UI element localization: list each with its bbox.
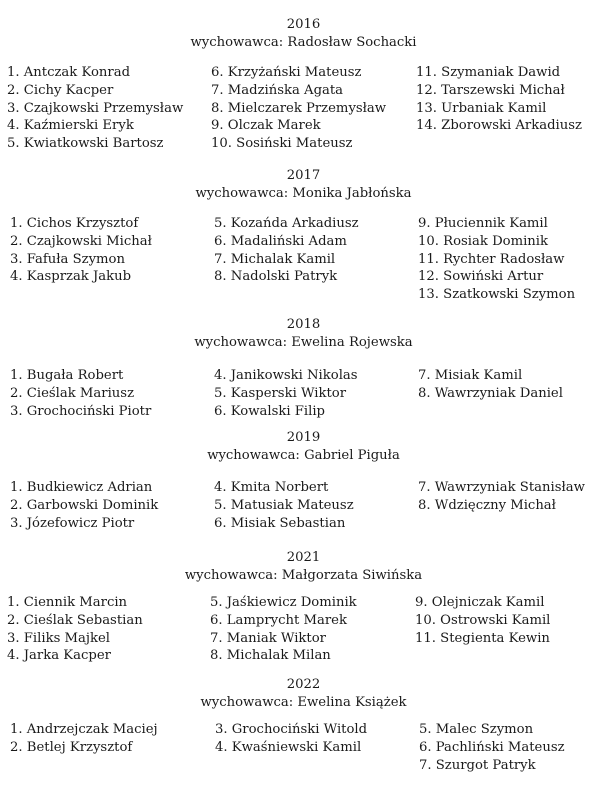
student-list-item: 5. Jaśkiewicz Dominik	[210, 595, 357, 610]
student-column-3	[418, 215, 575, 304]
student-list-item: 5. Kozańda Arkadiusz	[214, 216, 359, 231]
student-list-item: 1. Bugała Robert	[10, 368, 124, 383]
section-year-heading: 2019	[286, 430, 321, 445]
section-year-heading: 2022	[286, 677, 321, 692]
student-list-item: 13. Urbaniak Kamil	[416, 100, 547, 116]
student-list-item: 4. Jarka Kacper	[7, 648, 111, 664]
student-list-item: 11. Stegienta Kewin	[415, 630, 550, 646]
student-list-item: 2. Czajkowski Michał	[10, 233, 152, 249]
student-column-3	[419, 721, 565, 774]
student-column-3	[418, 367, 563, 403]
student-list-item: 3. Grochociński Witold	[215, 722, 368, 737]
section-teacher-line: wychowawca: Ewelina Książek	[200, 695, 407, 710]
student-list-item: 2. Cieślak Mariusz	[10, 385, 135, 401]
student-list-item: 5. Malec Szymon	[419, 722, 534, 737]
student-list-item: 3. Czajkowski Przemysław	[7, 100, 184, 116]
section-teacher-line: wychowawca: Małgorzata Siwińska	[184, 568, 423, 583]
student-list-item: 2. Cichy Kacper	[7, 82, 114, 98]
student-column-1	[7, 64, 183, 153]
section-year-heading: 2018	[286, 317, 321, 332]
student-list-item: 9. Olczak Marek	[211, 118, 321, 134]
student-list-item: 8. Wawrzyniak Daniel	[418, 385, 563, 401]
student-list-item: 5. Matusiak Mateusz	[214, 497, 354, 513]
student-list-item: 5. Kasperski Wiktor	[214, 385, 347, 401]
student-list-item: 13. Szatkowski Szymon	[418, 287, 576, 303]
section-year-heading: 2016	[286, 17, 321, 32]
section-teacher-line: wychowawca: Radosław Sochacki	[190, 35, 417, 50]
student-list-item: 7. Madzińska Agata	[211, 82, 344, 98]
section-year-heading: 2021	[286, 550, 321, 565]
student-list-item: 6. Misiak Sebastian	[214, 515, 346, 531]
student-list-item: 9. Płuciennik Kamil	[418, 216, 548, 231]
student-column-1	[10, 721, 158, 757]
student-list-item: 3. Fafuła Szymon	[10, 251, 125, 267]
student-list-item: 7. Szurgot Patryk	[419, 757, 536, 773]
student-list-item: 12. Tarszewski Michał	[416, 82, 565, 98]
student-list-item: 1. Ciennik Marcin	[7, 595, 128, 610]
student-column-1	[10, 367, 151, 420]
student-list-item: 8. Mielczarek Przemysław	[211, 100, 387, 116]
student-column-1	[10, 215, 152, 286]
student-list-item: 8. Wdzięczny Michał	[418, 497, 556, 513]
student-list-item: 8. Michalak Milan	[210, 648, 331, 664]
student-list-item: 14. Zborowski Arkadiusz	[416, 118, 582, 134]
section-teacher-line: wychowawca: Gabriel Piguła	[207, 448, 400, 463]
student-list-item: 2. Garbowski Dominik	[10, 497, 159, 513]
student-list-item: 1. Antczak Konrad	[7, 65, 131, 80]
student-list-item: 8. Nadolski Patryk	[214, 269, 338, 285]
student-list-item: 4. Janikowski Nikolas	[214, 368, 358, 383]
student-list-item: 10. Rosiak Dominik	[418, 233, 549, 249]
student-column-2	[214, 215, 359, 286]
student-list-item: 4. Kasprzak Jakub	[10, 269, 132, 285]
student-list-item: 6. Krzyżański Mateusz	[211, 65, 362, 80]
section-teacher-line: wychowawca: Monika Jabłońska	[195, 186, 412, 201]
section-year-heading: 2017	[286, 168, 321, 183]
student-list-item: 7. Maniak Wiktor	[210, 630, 326, 646]
student-column-2	[210, 594, 357, 665]
student-list-item: 4. Kaźmierski Eryk	[7, 118, 134, 134]
student-column-1	[7, 594, 143, 665]
section-teacher-line: wychowawca: Ewelina Rojewska	[194, 335, 413, 350]
student-column-2	[214, 367, 358, 420]
student-list-item: 5. Kwiatkowski Bartosz	[7, 136, 164, 152]
student-list-item: 1. Andrzejczak Maciej	[10, 722, 158, 737]
student-list-item: 11. Szymaniak Dawid	[416, 65, 561, 80]
student-list-item: 7. Misiak Kamil	[418, 368, 523, 383]
student-column-3	[416, 64, 582, 135]
student-list-item: 12. Sowiński Artur	[418, 269, 544, 285]
student-list-item: 10. Sosiński Mateusz	[211, 136, 353, 152]
student-list-item: 9. Olejniczak Kamil	[415, 595, 545, 610]
student-column-3	[415, 594, 550, 647]
student-column-2	[214, 479, 354, 532]
student-list-item: 6. Madaliński Adam	[214, 233, 347, 249]
student-list-item: 4. Kwaśniewski Kamil	[215, 739, 362, 755]
student-list-item: 6. Lamprycht Marek	[210, 612, 347, 628]
student-list-item: 10. Ostrowski Kamil	[415, 612, 551, 628]
student-list-item: 2. Betlej Krzysztof	[10, 739, 133, 755]
student-list-item: 4. Kmita Norbert	[214, 480, 329, 495]
student-list-item: 6. Pachliński Mateusz	[419, 739, 565, 755]
student-list-item: 3. Grochociński Piotr	[10, 403, 152, 419]
student-list-item: 3. Józefowicz Piotr	[10, 515, 135, 531]
student-list-item: 11. Rychter Radosław	[418, 251, 565, 267]
student-list-item: 1. Budkiewicz Adrian	[10, 480, 153, 495]
student-column-2	[211, 64, 386, 153]
student-list-item: 1. Cichos Krzysztof	[10, 216, 139, 231]
student-list-item: 7. Michalak Kamil	[214, 251, 336, 267]
student-list-item: 6. Kowalski Filip	[214, 403, 325, 419]
student-column-2	[215, 721, 367, 757]
student-list-item: 3. Filiks Majkel	[7, 630, 110, 646]
student-column-3	[418, 479, 585, 515]
student-list-item: 7. Wawrzyniak Stanisław	[418, 480, 585, 495]
student-list-item: 2. Cieślak Sebastian	[7, 612, 143, 628]
student-column-1	[10, 479, 158, 532]
